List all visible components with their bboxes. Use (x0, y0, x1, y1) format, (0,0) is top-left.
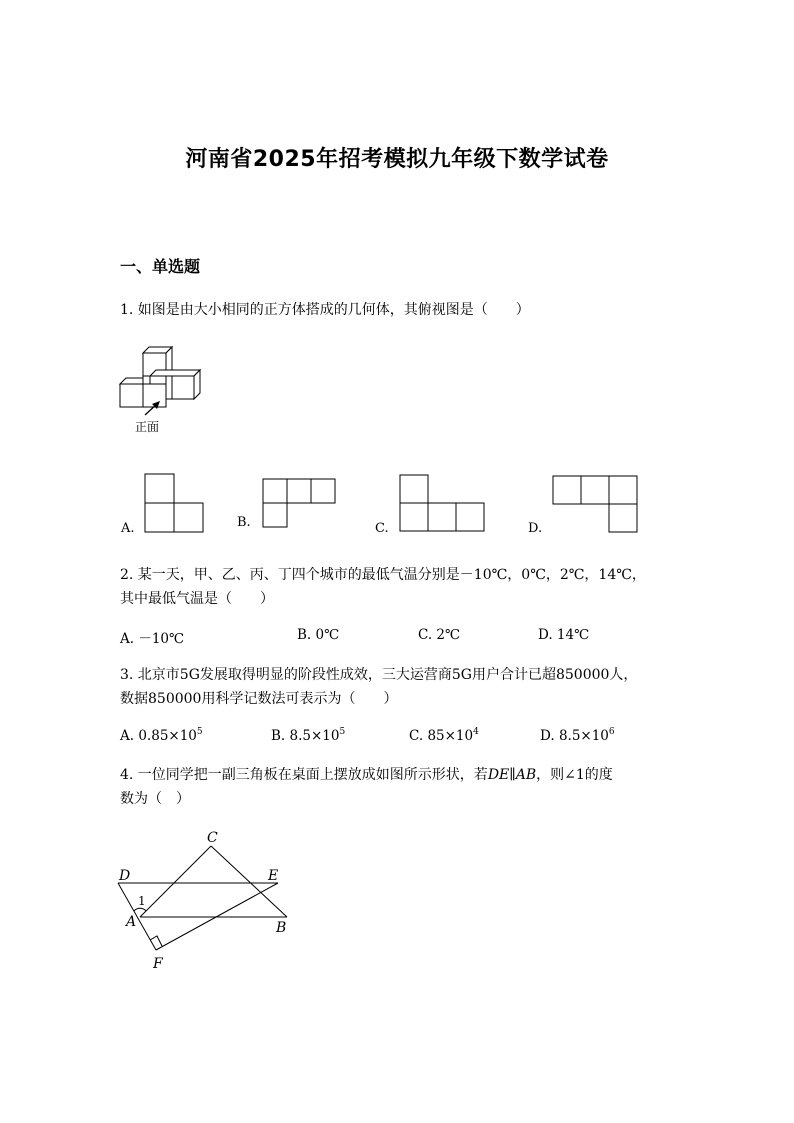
option-b-figure[interactable] (262, 478, 338, 530)
q3-option-b[interactable] (271, 728, 345, 744)
option-exponent: 5 (196, 727, 203, 737)
question-1-text: 1. 如图是由大小相同的正方体搭成的几何体，其俯视图是（ ） (120, 302, 530, 318)
option-base: 8.5×10 (558, 728, 609, 744)
question-3-line-2: 数据850000用科学记数法可表示为（ ） (120, 691, 398, 707)
option-base: 85×10 (427, 728, 474, 744)
option-exponent: 5 (339, 727, 346, 737)
q4-angle: ∠1 (564, 767, 585, 783)
q3-option-c[interactable] (409, 728, 479, 744)
q2-option-d[interactable]: D. 14℃ (538, 627, 590, 643)
option-label: A. (120, 728, 135, 744)
point-c: C (207, 830, 218, 846)
question-3-line-1: 3. 北京市5G发展取得明显的阶段性成效，三大运营商5G用户合计已超850000人， (120, 667, 638, 683)
cube-row-top (150, 370, 200, 376)
right-angle-mark (150, 936, 162, 946)
angle-1-label: 1 (138, 894, 146, 908)
option-label: B. (271, 728, 286, 744)
q4-text-pre: 4. 一位同学把一副三角板在桌面上摆放成如图所示形状，若 (120, 767, 488, 783)
option-base: 0.85×10 (138, 728, 197, 744)
question-4-figure (110, 825, 300, 975)
point-e: E (268, 868, 279, 884)
option-a-figure[interactable] (144, 473, 206, 535)
point-d: D (119, 868, 131, 884)
point-a: A (126, 914, 137, 930)
option-exponent: 6 (608, 727, 615, 737)
option-label: D. (540, 728, 555, 744)
option-c-figure[interactable] (399, 474, 489, 534)
q3-option-a[interactable] (120, 728, 203, 744)
line-ac (140, 846, 211, 917)
option-a-label: A. (121, 521, 135, 536)
cube-front-face (120, 384, 145, 407)
question-2-line-2: 其中最低气温是（ ） (120, 591, 274, 607)
q2-option-c[interactable]: C. 2℃ (418, 627, 461, 643)
q4-text-post: 的度 (584, 767, 613, 783)
q3-option-d[interactable] (540, 728, 615, 744)
q2-option-b[interactable]: B. 0℃ (297, 627, 340, 643)
q4-text-mid: ，则 (536, 767, 565, 783)
question-4-line-2: 数为（ ） (120, 791, 190, 807)
option-label: C. (409, 728, 424, 744)
option-c-label: C. (375, 521, 389, 536)
option-base: 8.5×10 (289, 728, 340, 744)
question-4-line-1 (120, 764, 613, 786)
front-label: 正面 (135, 420, 160, 434)
cube-front-face (172, 376, 194, 399)
page-title: 河南省2025年招考模拟九年级下数学试卷 (185, 147, 609, 172)
angle-1-arc (134, 908, 146, 911)
question-2-line-1: 2. 某一天，甲、乙、丙、丁四个城市的最低气温分别是－10℃，0℃，2℃，14℃， (120, 567, 646, 583)
section-heading: 一、单选题 (120, 257, 201, 276)
option-b-label: B. (237, 515, 251, 530)
option-d-figure[interactable] (552, 475, 640, 535)
q2-option-a[interactable]: A. －10℃ (120, 631, 185, 647)
option-exponent: 4 (473, 727, 479, 737)
point-f: F (153, 956, 163, 972)
question-1-figure (115, 345, 210, 440)
q4-math-parallel: DE∥AB (487, 767, 537, 783)
option-d-label: D. (528, 521, 543, 536)
point-b: B (276, 920, 287, 936)
